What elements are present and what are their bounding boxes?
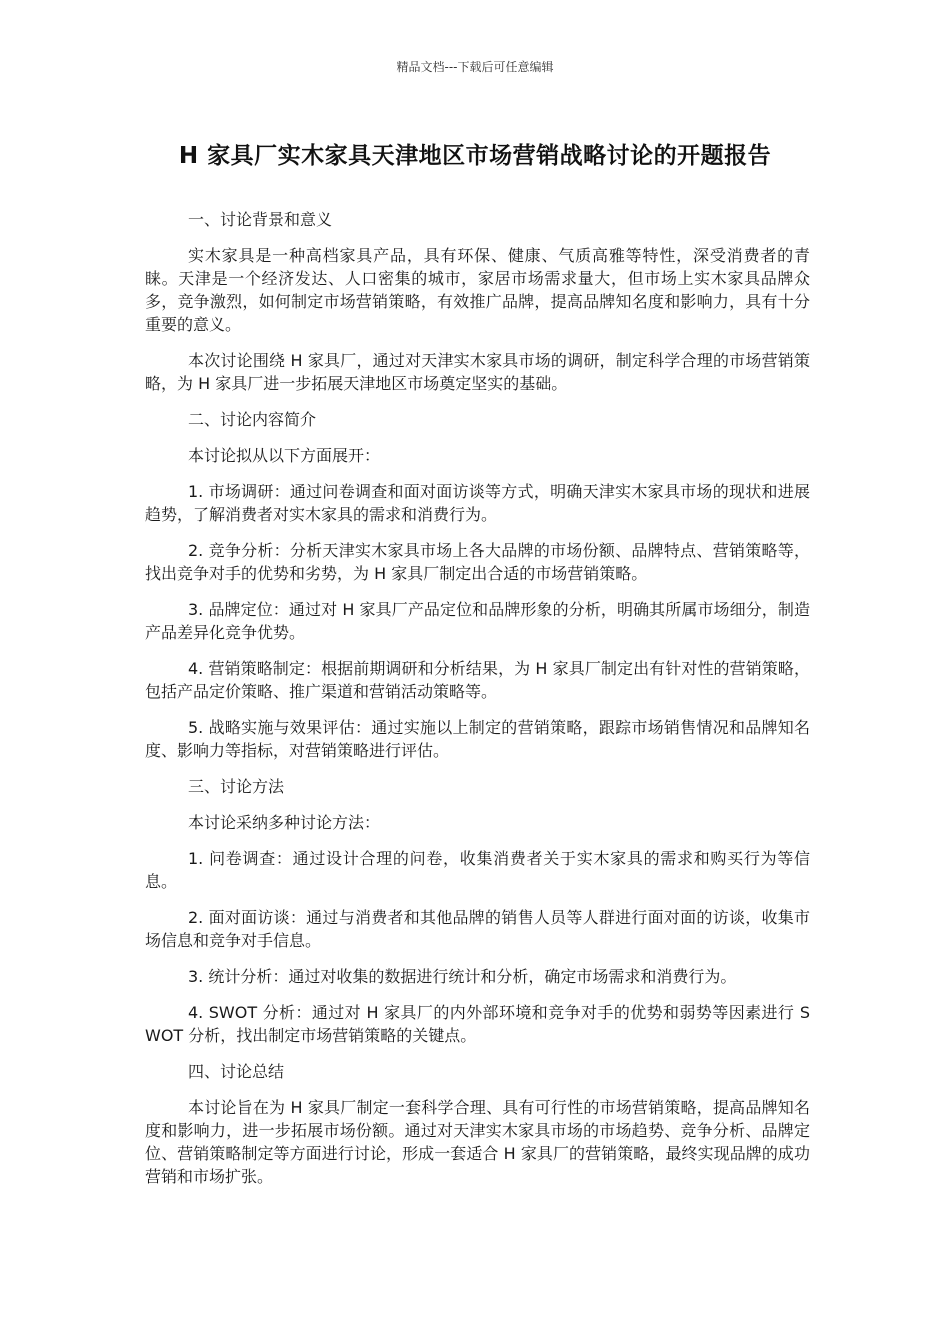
list-item: 5. 战略实施与效果评估：通过实施以上制定的营销策略，跟踪市场销售情况和品牌知名度、影响力等指标，对营销策略进行评估。 (145, 718, 810, 760)
paragraph: 本次讨论围绕 H 家具厂，通过对天津实木家具市场的调研，制定科学合理的市场营销策略，为 H 家具厂进一步拓展天津地区市场奠定坚实的基础。 (145, 351, 810, 393)
section-heading-summary: 四、讨论总结 (188, 1062, 285, 1081)
list-item: 2. 面对面访谈：通过与消费者和其他品牌的销售人员等人群进行面对面的访谈，收集市场信息和竞争对手信息。 (145, 908, 810, 950)
list-item: 1. 问卷调查：通过设计合理的问卷，收集消费者关于实木家具的需求和购买行为等信息。 (145, 849, 810, 891)
section-heading-background: 一、讨论背景和意义 (188, 210, 333, 229)
paragraph: 本讨论采纳多种讨论方法： (188, 813, 381, 832)
page-header: 精品文档---下载后可任意编辑 (396, 60, 554, 74)
list-item: 2. 竞争分析：分析天津实木家具市场上各大品牌的市场份额、品牌特点、营销策略等，找出竞争对手的优势和劣势，为 H 家具厂制定出合适的市场营销策略。 (145, 541, 810, 583)
document-title: H 家具厂实木家具天津地区市场营销战略讨论的开题报告 (178, 143, 772, 169)
paragraph: 本讨论旨在为 H 家具厂制定一套科学合理、具有可行性的市场营销策略，提高品牌知名度和影响力，进一步拓展市场份额。通过对天津实木家具市场的市场趋势、竞争分析、品牌定位、营销策略制定等方面进行讨论，形成一套适合 H 家具厂的营销策略，最终实现品牌的成功营销和市场扩张。 (145, 1098, 810, 1186)
list-item: 1. 市场调研：通过问卷调查和面对面访谈等方式，明确天津实木家具市场的现状和进展趋势，了解消费者对实木家具的需求和消费行为。 (145, 482, 810, 524)
document-body (145, 208, 810, 1201)
section-heading-content: 二、讨论内容简介 (188, 410, 317, 429)
paragraph: 本讨论拟从以下方面展开： (188, 446, 381, 465)
paragraph: 实木家具是一种高档家具产品，具有环保、健康、气质高雅等特性，深受消费者的青睐。天津是一个经济发达、人口密集的城市，家居市场需求量大，但市场上实木家具品牌众多，竞争激烈，如何制定市场营销策略，有效推广品牌，提高品牌知名度和影响力，具有十分重要的意义。 (145, 246, 810, 334)
list-item: 4. 营销策略制定：根据前期调研和分析结果，为 H 家具厂制定出有针对性的营销策略，包括产品定价策略、推广渠道和营销活动策略等。 (145, 659, 810, 701)
list-item: 3. 统计分析：通过对收集的数据进行统计和分析，确定市场需求和消费行为。 (188, 967, 737, 986)
list-item: 4. SWOT 分析：通过对 H 家具厂的内外部环境和竞争对手的优势和弱势等因素进行 SWOT 分析，找出制定市场营销策略的关键点。 (145, 1003, 810, 1045)
section-heading-methods: 三、讨论方法 (188, 777, 285, 796)
list-item: 3. 品牌定位：通过对 H 家具厂产品定位和品牌形象的分析，明确其所属市场细分，制造产品差异化竞争优势。 (145, 600, 810, 642)
